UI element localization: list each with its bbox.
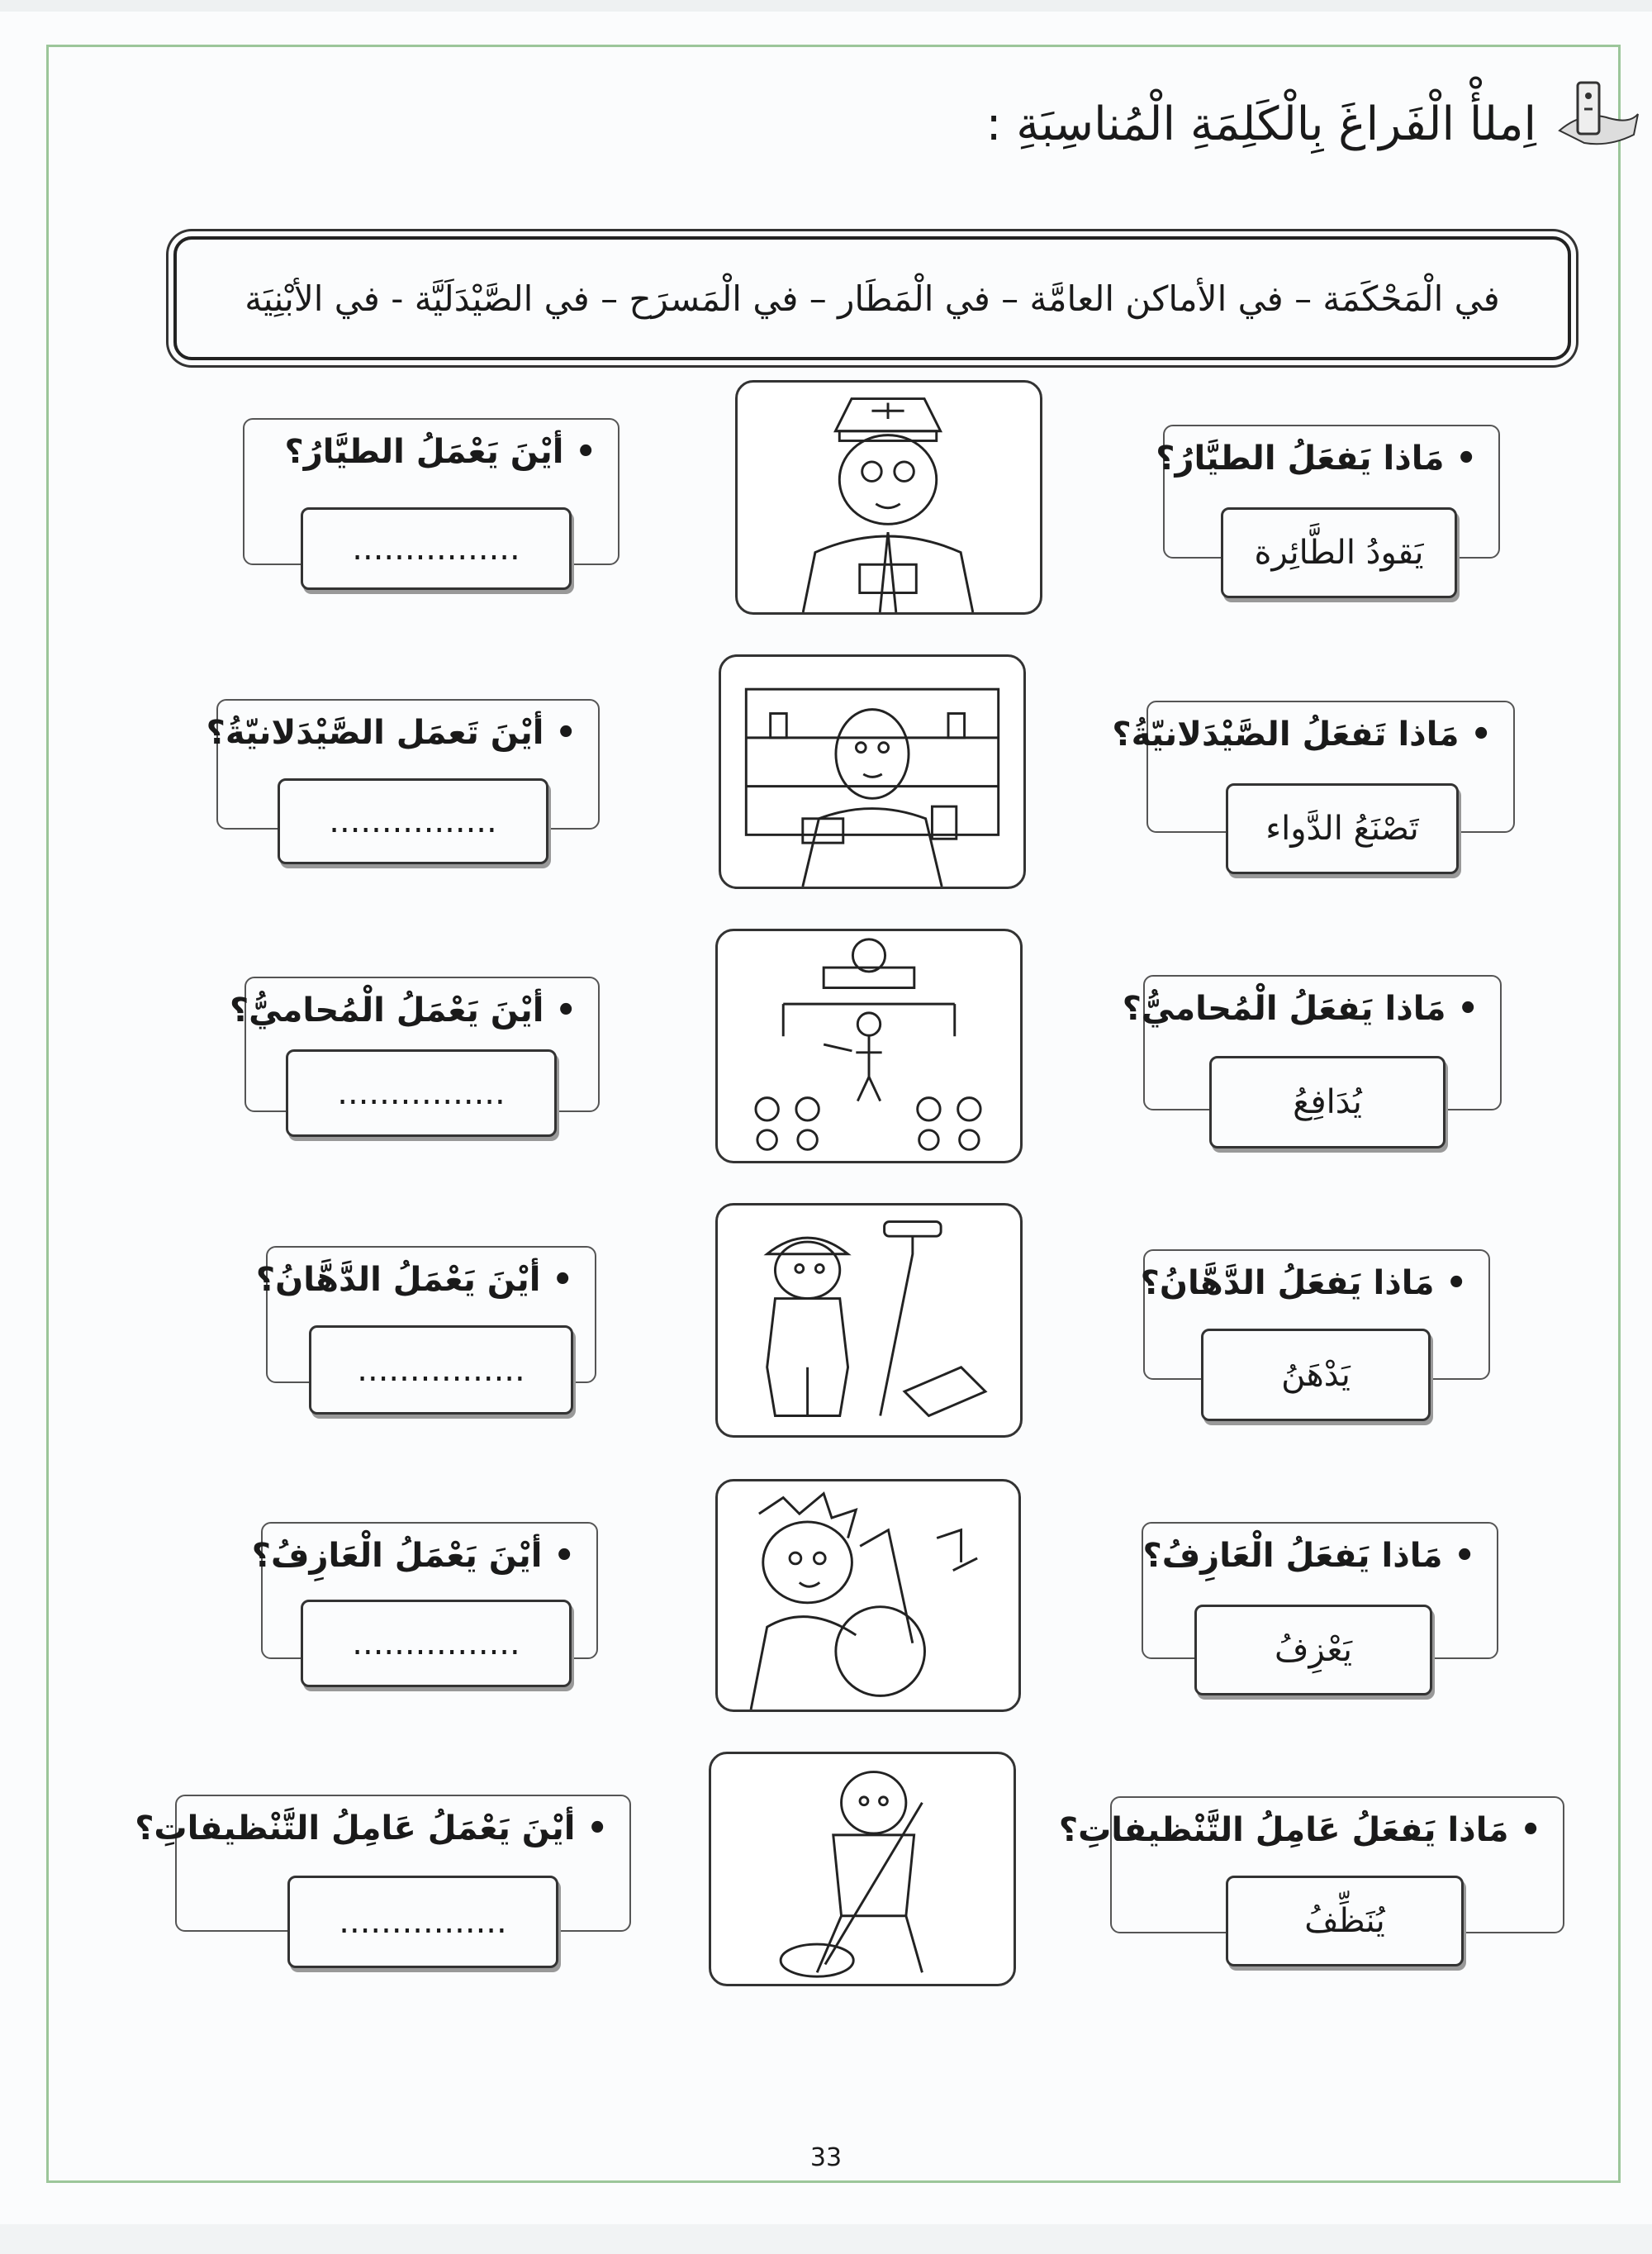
musician-illustration — [715, 1479, 1021, 1712]
cleaner-illustration — [709, 1752, 1016, 1986]
top-strip — [0, 0, 1652, 12]
what-answer: يَدْهَنُ — [1281, 1356, 1351, 1394]
what-answer: يُنَظِّفُ — [1304, 1902, 1385, 1940]
what-answer-box — [1194, 1605, 1432, 1695]
blank-dots: ................ — [337, 1074, 506, 1112]
painter-illustration — [715, 1203, 1023, 1438]
what-question: • مَاذا يَفعَلُ عَامِلُ التَّنْظيفاتِ؟ — [1058, 1811, 1541, 1849]
pharmacist-illustration — [719, 654, 1026, 889]
page-number: 33 — [809, 2143, 843, 2172]
what-question: • مَاذا يَفعَلُ الدَّهَّانُ؟ — [1140, 1264, 1467, 1302]
answer-blank[interactable] — [287, 1876, 558, 1968]
blank-dots: ................ — [329, 802, 497, 840]
where-question: • أيْنَ يَعْمَلُ عَامِلُ التَّنْظيفاتِ؟ — [135, 1809, 608, 1847]
answer-blank[interactable] — [309, 1325, 573, 1415]
word-bank-text: في الْمَحْكَمَة – في الأماكن العامَّة – في الْمَطَار – في الْمَسرَح – في الصَّيْدَلَيَّة - في الأبْنِيَة — [244, 278, 1500, 319]
what-question: • مَاذا يَفعَلُ الْمُحاميُّ؟ — [1122, 990, 1479, 1028]
what-question: • مَاذا يَفعَلُ الْعَازِفُ؟ — [1142, 1537, 1475, 1575]
what-answer: يُدَافِعُ — [1293, 1083, 1362, 1121]
answer-blank[interactable] — [278, 778, 548, 864]
where-question: • أيْنَ يَعْمَلُ الدَّهَّانُ؟ — [255, 1261, 573, 1299]
answer-blank[interactable] — [286, 1049, 557, 1137]
answer-blank[interactable] — [301, 1600, 572, 1687]
lawyer-illustration — [715, 929, 1023, 1163]
pencil-icon — [1551, 73, 1642, 155]
where-question: • أيْنَ يَعْمَلُ الْمُحاميُّ؟ — [229, 991, 577, 1030]
what-answer-box — [1226, 1876, 1464, 1966]
what-answer: يَقودُ الطَّائِرة — [1254, 534, 1424, 572]
instruction-heading: اِملأْ الْفَراغَ بِالْكَلِمَةِ الْمُناسِبَةِ : — [985, 97, 1536, 151]
what-answer-box — [1226, 783, 1459, 874]
where-question: • أيْنَ يَعْمَلُ الْعَازِفُ؟ — [251, 1537, 575, 1575]
what-answer-box — [1221, 507, 1457, 598]
answer-blank[interactable] — [301, 507, 572, 590]
where-question: • أيْنَ يَعْمَلُ الطيَّارُ؟ — [284, 433, 596, 471]
blank-dots: ................ — [352, 530, 520, 568]
blank-dots: ................ — [357, 1351, 525, 1389]
blank-dots: ................ — [352, 1624, 520, 1662]
word-bank — [173, 236, 1571, 360]
where-question: • أيْنَ تَعمَل الصَّيْدَلانيّةُ؟ — [206, 714, 577, 752]
what-answer: تَصْنَعُ الدَّواء — [1265, 810, 1419, 848]
what-question: • مَاذا يَفعَلُ الطيَّارُ؟ — [1156, 440, 1477, 478]
what-answer-box — [1201, 1329, 1431, 1421]
what-question: • مَاذا تَفعَلُ الصَّيْدَلانيّةُ؟ — [1112, 716, 1492, 754]
what-answer-box — [1209, 1056, 1446, 1148]
bottom-strip — [0, 2224, 1652, 2254]
blank-dots: ................ — [339, 1903, 507, 1941]
what-answer: يَعْزِفُ — [1275, 1631, 1352, 1669]
pilot-illustration — [735, 380, 1042, 615]
